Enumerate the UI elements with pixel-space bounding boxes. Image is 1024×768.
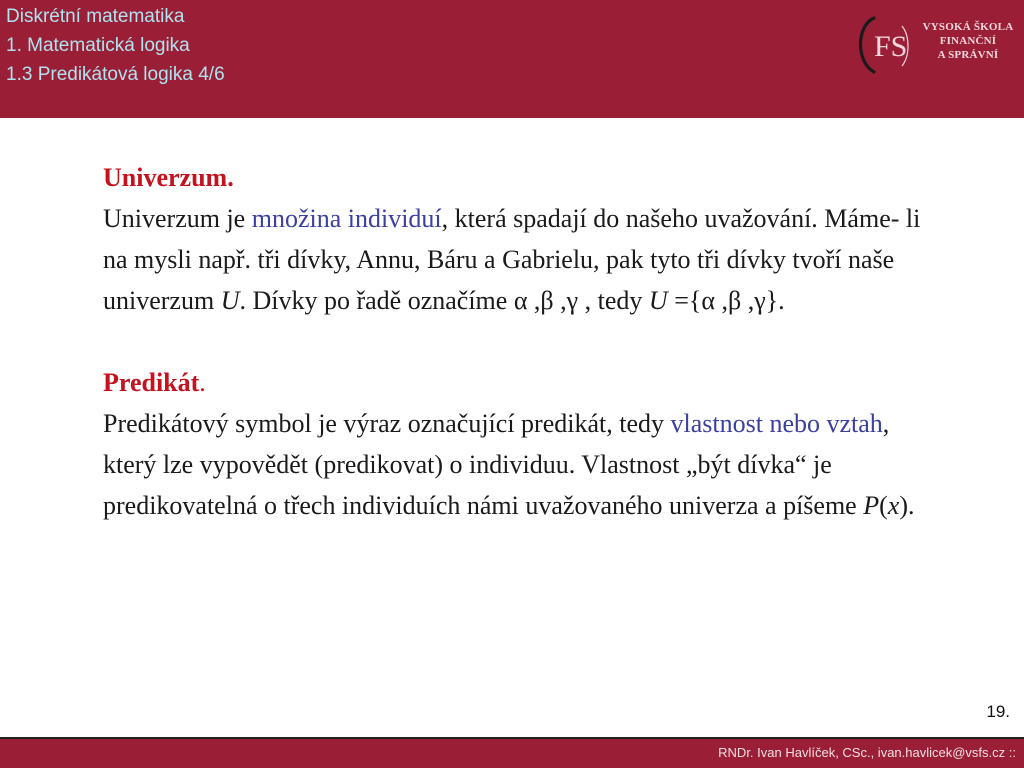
logo-line-3: A SPRÁVNÍ [937,49,999,61]
logo-line-2: FINANČNÍ [939,35,997,47]
logo-line-1: VYSOKÁ ŠKOLA [922,21,1014,33]
header-bar [0,0,1024,118]
school-logo [852,14,1020,76]
section-universe [103,157,923,321]
page-number: 19. [986,702,1010,721]
text-universe-2: , která spadají do našeho uvažování. Máme- li na mysli např. tři dívky, Annu, Báru a Gabrielu, pak tyto tři dívky tvoří naše univerzum [103,204,921,315]
term-set-of-individuals: množina individuí [251,204,442,233]
breadcrumb-chapter: 1. Matematická logika [6,35,190,56]
paren-close: ). [899,491,915,520]
footer-author: RNDr. Ivan Havlíček, CSc., ivan.havlicek@vsfs.cz :: [718,745,1016,760]
var-u-2: U [648,286,668,315]
text-universe-4: ={α ,β ,γ}. [667,286,785,315]
heading-universe: Univerzum. [103,163,234,192]
paragraph-gap [103,321,923,362]
logo-monogram: FS [874,30,908,63]
text-predicate-1: Predikátový symbol je výraz označující predikát, tedy [103,409,671,438]
breadcrumb-section: 1.3 Predikátová logika 4/6 [6,64,225,85]
footer-bar [0,739,1024,768]
term-property-or-relation: vlastnost nebo vztah [670,409,883,438]
text-universe-1: Univerzum je [103,204,252,233]
breadcrumb [6,2,225,89]
section-predicate [103,362,923,526]
text-universe-3: . Dívky po řadě označíme α ,β ,γ , tedy [239,286,649,315]
var-x: x [887,491,900,520]
breadcrumb-course: Diskrétní matematika [6,6,185,27]
logo-text [916,20,1020,62]
var-u-1: U [220,286,240,315]
text-predicate-2: , který lze vypovědět (predikovat) o individuu. Vlastnost „být dívka“ je predikovatelná o třech individuích námi uvažovaného univerza a píšeme [103,409,890,520]
paren-open: ( [879,491,888,520]
var-p: P [863,491,880,520]
heading-predicate-dot: . [199,368,206,397]
logo-emblem-icon [852,14,916,76]
heading-predicate: Predikát [103,368,200,397]
slide-content [103,157,923,526]
